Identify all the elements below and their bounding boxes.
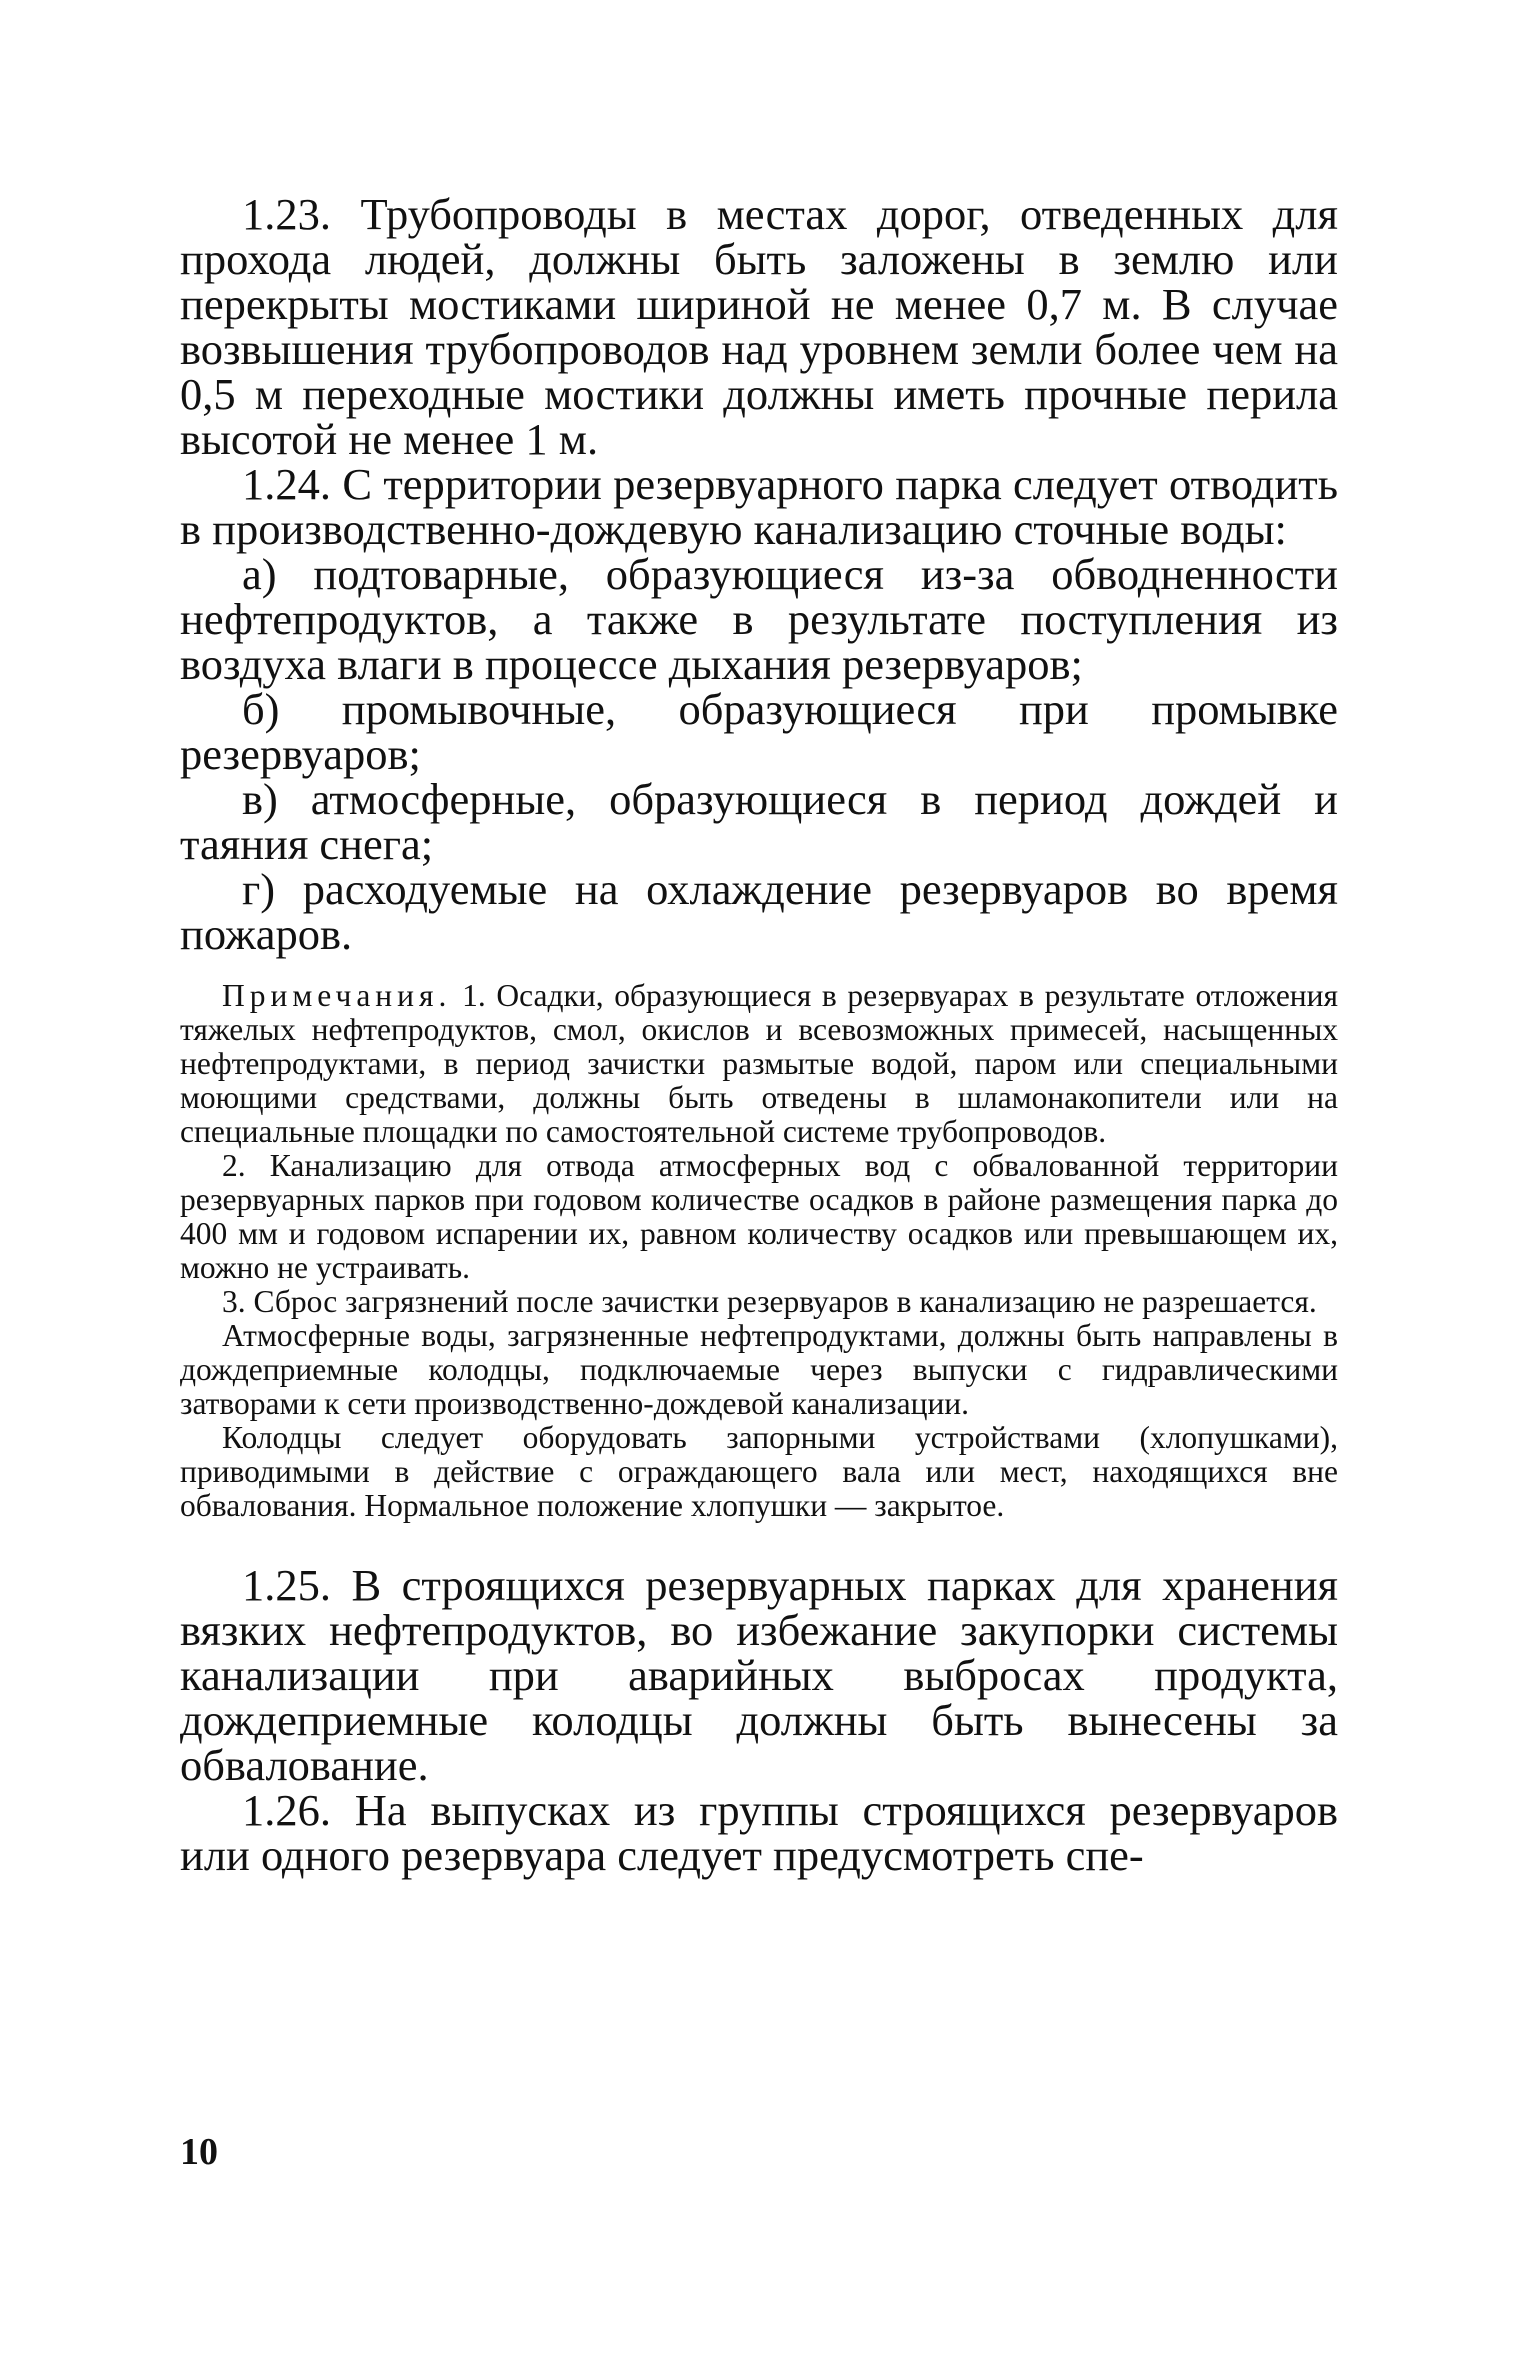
notes-heading: Примечания. (222, 978, 452, 1013)
list-item-b: б) промывочные, образующиеся при промывке резервуаров; (180, 684, 1338, 779)
page-number: 10 (180, 2131, 218, 2173)
section-1-24-intro: 1.24. С территории резервуарного парка следует отводить в производственно-дождевую канализацию сточные воды: (180, 459, 1338, 554)
section-1-26: 1.26. На выпусках из группы строящихся резервуаров или одного резервуара следует предусмотреть спе- (180, 1785, 1338, 1880)
note-1 (180, 979, 1338, 1149)
main-text-block (180, 189, 1338, 959)
notes-block (180, 979, 1338, 1523)
section-1-23: 1.23. Трубопроводы в местах дорог, отведенных для прохода людей, должны быть заложены в землю или перекрыты мостиками шириной не менее 0,7 м. В случае возвышения трубопроводов над уровнем земли более чем на 0,5 м переходные мостики должны иметь прочные перила высотой не менее 1 м. (180, 189, 1338, 464)
main-text-block-2 (180, 1560, 1338, 1880)
note-3-paragraph-2: Атмосферные воды, загрязненные нефтепродуктами, должны быть направлены в дождеприемные колодцы, подключаемые через выпуски с гидравлическими затворами к сети производственно-дождевой канализации. (180, 1318, 1338, 1421)
list-item-a: а) подтоварные, образующиеся из-за обводненности нефтепродуктов, а также в результате поступления из воздуха влаги в процессе дыхания резервуаров; (180, 549, 1338, 689)
list-item-d: г) расходуемые на охлаждение резервуаров во время пожаров. (180, 864, 1338, 959)
note-1-text: 1. Осадки, образующиеся в резервуарах в результате отложения тяжелых нефтепродуктов, смол, окислов и всевозможных примесей, насыщенных нефтепродуктами, в период зачистки размытые водой, паром или специальными моющими средствами, должны быть отведены в шламонакопители или на специальные площадки по самостоятельной системе трубопроводов. (180, 978, 1339, 1149)
note-3-paragraph-3: Колодцы следует оборудовать запорными устройствами (хлопушками), приводимыми в действие с ограждающего вала или мест, находящихся вне обвалования. Нормальное положение хлопушки — закрытое. (180, 1420, 1338, 1523)
note-3: 3. Сброс загрязнений после зачистки резервуаров в канализацию не разрешается. (222, 1284, 1317, 1319)
page-body (180, 189, 1339, 1880)
section-1-25: 1.25. В строящихся резервуарных парках для хранения вязких нефтепродуктов, во избежание закупорки системы канализации при аварийных выбросах продукта, дождеприемные колодцы должны быть вынесены за обвалование. (180, 1560, 1338, 1790)
note-2: 2. Канализацию для отвода атмосферных вод с обвалованной территории резервуарных парков при годовом количестве осадков в районе размещения парка до 400 мм и годовом испарении их, равном количеству осадков или превышающем их, можно не устраивать. (180, 1148, 1338, 1285)
list-item-c: в) атмосферные, образующиеся в период дождей и таяния снега; (180, 774, 1338, 869)
